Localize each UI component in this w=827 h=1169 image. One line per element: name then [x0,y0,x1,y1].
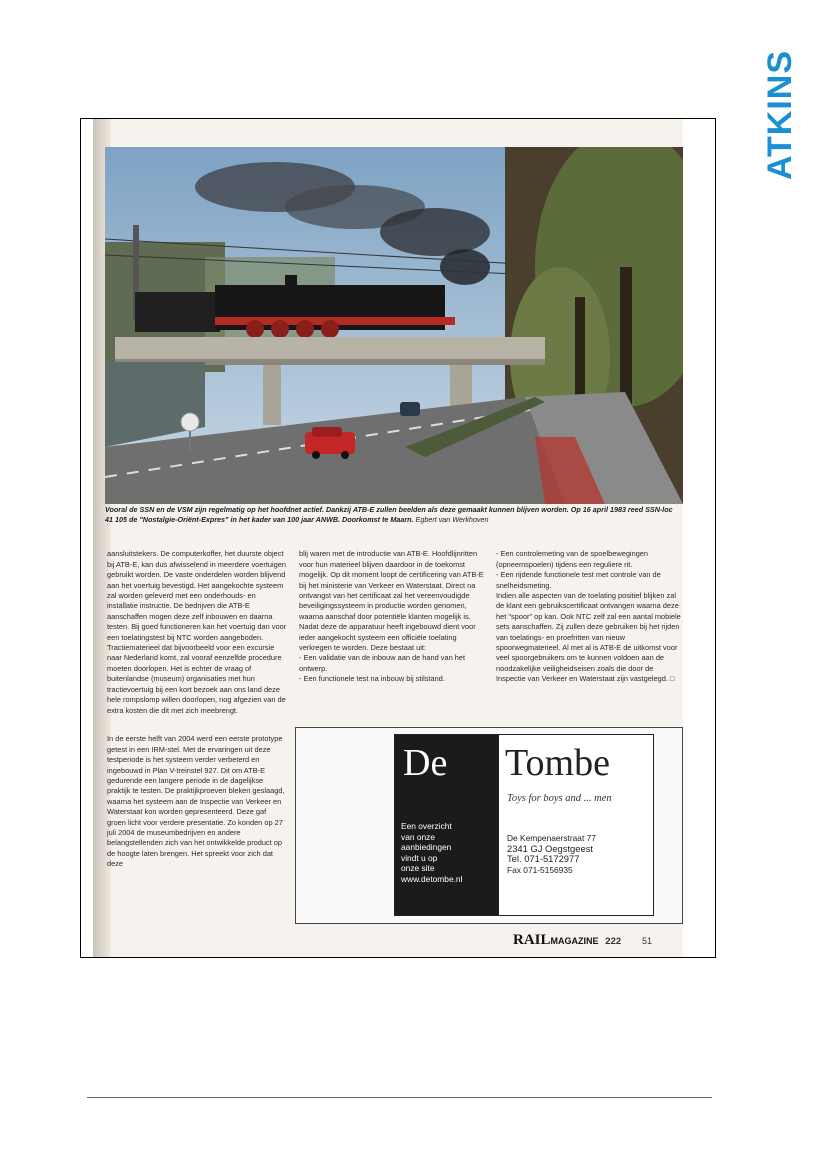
ad-brand-de: De [403,742,448,784]
column-1-paragraph-1: aansluitstekers. De computerkoffer, het duurste object bij ATB-E, kan dus afwisselend in meerdere voertuigen gebruikt worden. De vaste onderdelen worden blijvend aan het voertuig bevestigd. Het aangekochte systeem zal worden geleverd met een onderhouds- en installatie instructie. De bedrijven die ATB-E aanschaffen mogen deze zelf inbouwen en daarna testen. Bij goed functioneren kan het voertuig dan voor een toelatingstest bij NTC worden aangeboden. Tractiematerieel dat bijvoorbeeld voor een excursie naar Nederland komt, zal vooraf eenzelfde procedure moeten doorlopen. Het is echter de vraag of buitenlandse (museum) organisaties met hun tractievoertuig bij een kort bezoek aan ons land deze hele rompslomp willen doorlopen, nog afgezien van de extra kosten die dit met zich meebrengt. [107,549,287,715]
ad-website-link: www.detombe.nl [401,873,463,884]
footer-page-number: 51 [641,936,652,946]
caption-credit: Egbert van Werkhoven [415,515,489,524]
text-column-1 [107,539,287,888]
column-1-paragraph-2: In de eerste helft van 2004 werd een eerste prototype getest in een IRM-stel. Met de ervaringen uit deze testperiode is het systeem verder verbeterd en ingebouwd in Plan V-treinstel 927. Dit om ATB-E gedurende een langere periode in de dagelijkse praktijk te testen. De praktijkproeven bleken geslaagd, waarna het systeem aan de Inspectie van Verkeer en Waterstaat kon worden gepresenteerd. Deze gaf groen licht voor verdere presentatie. Zo konden op 27 juli 2004 de museumbedrijven en andere belangstellenden zich van het ontwikkelde product op de hoogte laten brengen. Het spreekt voor zich dat deze [107,734,285,869]
caption-text: Vooral de SSN en de VSM zijn regelmatig op het hoofdnet actief. Dankzij ATB-E zullen beelden als deze gemaakt kunnen blijven worden. Op 16 april 1983 reed SSN-loc 41 105 de "Nostalgie-Oriënt-Expres" in het kader van 100 jaar ANWB. Doorkomst te Maarn. [105,505,673,524]
footer-magazine: MAGAZINE [550,936,599,946]
footer-issue-number: 222 [605,936,622,947]
column-2-paragraph-1: blij waren met de introductie van ATB-E. Hoofdlijnritten voor hun materieel blijven daardoor in de toekomst mogelijk. Op dit moment loopt de certificering van ATB-E bij het ministerie van Verkeer en Waterstaat. Direct na ontvangst van het certificaat zal het vereenvoudigde beveiligingssysteem in productie worden genomen, waarna aanschaf door potentiële klanten mogelijk is. Nadat deze de apparatuur heeft ingebouwd dient voor ieder aangekocht systeem een officiële toelating verkregen te worden. Deze bestaat uit: - Een validatie van de inbouw aan de hand van het ontwerp. - Een functionele test na inbouw bij stilstand. [299,549,484,684]
steam-train-photo [105,147,683,504]
ad-address-city: 2341 GJ Oegstgeest [507,842,593,854]
ad-line: Een overzicht [401,821,452,831]
ad-line: van onze [401,831,435,842]
magazine-page [93,119,683,957]
column-3-paragraph-1: - Een controlemeting van de spoelbewegingen (opneemspoelen) tijdens een reguliere rit. - Een rijdende functionele test met controle van de snelheidsmeting. Indien alle aspecten van de toelating positief blijken zal de klant een gebruikscertificaat ontvangen waarna deze het "spoor" op kan. Ook NTC zelf zal een aantal mobiele sets aanschaffen. Zij zullen deze gebruiken bij het rijden van toelatings- en proefritten van nieuw spoorwegmaterieel. Al met al is ATB-E de uitkomst voor veel spoorgebruikers om te kunnen voldoen aan de noodzakelijke veiligheidseisen zoals die door de Inspectie van Verkeer en Waterstaat zijn vastgelegd. □ [496,549,681,684]
ad-line: vindt u op [401,852,438,863]
scanned-page-frame [80,118,716,958]
advertisement-box [295,727,683,924]
footer-rail: RAIL [513,932,551,948]
ad-fax: Fax 071-5156935 [507,864,573,875]
ad-address-street: De Kempenaerstraat 77 [507,833,596,843]
bottom-rule [87,1097,712,1098]
ad-line: aanbiedingen [401,842,452,852]
ad-website-text [401,821,497,884]
de-tombe-advertisement [394,734,654,916]
atkins-logo-text: ATKINS [761,49,799,181]
ad-address [507,833,596,875]
steam-train-illustration [105,147,683,504]
ad-dark-panel [395,735,499,915]
text-column-3 [496,539,681,703]
ad-line: onze site [401,863,435,873]
ad-tagline: Toys for boys and ... men [507,793,612,804]
text-column-2 [299,539,484,703]
ad-brand-tombe: Tombe [505,742,610,784]
atkins-logo [760,40,800,190]
ad-phone: Tel. 071-5172977 [507,853,580,865]
photo-caption [105,505,681,525]
page-footer [513,932,652,949]
